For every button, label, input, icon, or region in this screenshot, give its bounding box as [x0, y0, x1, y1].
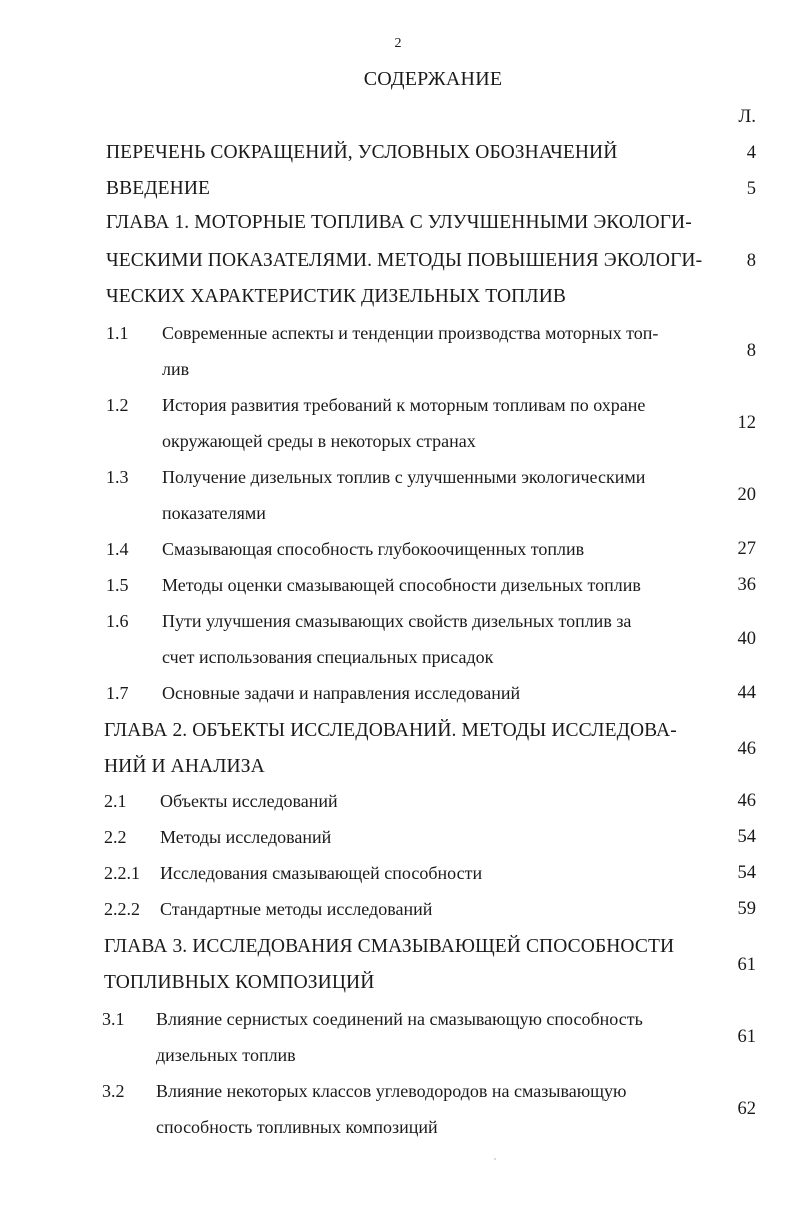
toc-entry-section-1-2[interactable] — [0, 394, 756, 454]
toc-entry-text: Стандартные методы исследований — [160, 899, 433, 919]
toc-entry-text: Исследования смазывающей способности — [160, 863, 483, 883]
toc-entry-number: 2.2 — [104, 827, 127, 847]
toc-entry-text: История развития требований к моторным топливам по охране — [162, 395, 646, 415]
toc-entry-introduction[interactable] — [0, 176, 756, 202]
toc-entry-text: Методы исследований — [160, 827, 332, 847]
toc-entry-page: 61 — [737, 1027, 756, 1047]
toc-entry-number: 2.1 — [104, 791, 127, 811]
toc-entry-text: ТОПЛИВНЫХ КОМПОЗИЦИЙ — [104, 972, 375, 993]
toc-entry-text: способность топливных композиций — [156, 1117, 438, 1137]
toc-entry-section-1-7[interactable] — [0, 682, 756, 708]
toc-entry-number: 1.2 — [106, 395, 129, 415]
toc-entry-text: Основные задачи и направления исследований — [162, 683, 521, 703]
toc-entry-page: 62 — [737, 1099, 756, 1119]
toc-entry-page: 44 — [737, 683, 756, 703]
toc-entry-page: 12 — [737, 413, 756, 433]
toc-entry-text: Смазывающая способность глубокоочищенных топлив — [162, 539, 585, 559]
toc-entry-page: 59 — [737, 899, 756, 919]
toc-entry-section-2-2-2[interactable] — [0, 898, 756, 924]
page-column-label: Л. — [738, 106, 756, 127]
toc-entry-page: 61 — [737, 955, 756, 975]
toc-entry-text: ГЛАВА 3. ИССЛЕДОВАНИЯ СМАЗЫВАЮЩЕЙ СПОСОБНОСТИ — [104, 936, 675, 957]
toc-entry-number: 1.4 — [106, 539, 129, 559]
toc-entry-text: лив — [162, 359, 190, 379]
toc-entry-number: 1.6 — [106, 611, 129, 631]
toc-entry-section-3-1[interactable] — [0, 1008, 756, 1068]
toc-entry-section-1-1[interactable] — [0, 322, 756, 382]
toc-entry-section-2-2-1[interactable] — [0, 862, 756, 888]
toc-entry-text: ГЛАВА 2. ОБЪЕКТЫ ИССЛЕДОВАНИЙ. МЕТОДЫ ИССЛЕДОВА- — [104, 720, 677, 741]
toc-entry-page: 36 — [737, 575, 756, 595]
toc-entry-text: дизельных топлив — [156, 1045, 296, 1065]
toc-entry-section-2-2[interactable] — [0, 826, 756, 852]
page-number: 2 — [394, 36, 402, 51]
toc-entry-page: 46 — [737, 739, 756, 759]
toc-entry-text: Объекты исследований — [160, 791, 338, 811]
toc-entry-text: Получение дизельных топлив с улучшенными экологическими — [162, 467, 646, 487]
toc-entry-text: Влияние некоторых классов углеводородов на смазывающую — [156, 1081, 627, 1101]
toc-entry-number: 3.1 — [102, 1009, 125, 1029]
toc-entry-text: окружающей среды в некоторых странах — [162, 431, 476, 451]
toc-entry-section-1-4[interactable] — [0, 538, 756, 564]
toc-entry-page: 40 — [737, 629, 756, 649]
toc-entry-page: 8 — [746, 341, 756, 361]
toc-entry-page: 8 — [746, 251, 756, 271]
toc-entry-page: 46 — [737, 791, 756, 811]
toc-entry-section-1-3[interactable] — [0, 466, 756, 526]
page-title: СОДЕРЖАНИЕ — [363, 68, 503, 90]
toc-entry-number: 1.3 — [106, 467, 129, 487]
toc-entry-chapter-1[interactable] — [0, 210, 756, 310]
toc-entry-section-1-5[interactable] — [0, 574, 756, 600]
scan-speck — [494, 1158, 496, 1160]
toc-entry-text: Влияние сернистых соединений на смазывающую способность — [156, 1009, 643, 1029]
toc-entry-page: 27 — [737, 539, 756, 559]
toc-entry-page: 20 — [737, 485, 756, 505]
toc-entry-number: 1.5 — [106, 575, 129, 595]
toc-entry-page: 5 — [746, 179, 756, 199]
toc-entry-section-2-1[interactable] — [0, 790, 756, 816]
toc-entry-text: показателями — [162, 503, 266, 523]
toc-entry-page: 54 — [737, 863, 756, 883]
toc-entry-chapter-2[interactable] — [0, 718, 756, 782]
toc-entry-text: Методы оценки смазывающей способности дизельных топлив — [162, 575, 641, 595]
toc-entry-text: ГЛАВА 1. МОТОРНЫЕ ТОПЛИВА С УЛУЧШЕННЫМИ ЭКОЛОГИ- — [106, 212, 692, 233]
toc-entry-text: Пути улучшения смазывающих свойств дизельных топлив за — [162, 611, 632, 631]
toc-entry-text: ПЕРЕЧЕНЬ СОКРАЩЕНИЙ, УСЛОВНЫХ ОБОЗНАЧЕНИЙ — [106, 142, 618, 163]
toc-entry-text: Современные аспекты и тенденции производства моторных топ- — [162, 323, 659, 343]
toc-entry-section-1-6[interactable] — [0, 610, 756, 670]
toc-entry-text: ЧЕСКИМИ ПОКАЗАТЕЛЯМИ. МЕТОДЫ ПОВЫШЕНИЯ ЭКОЛОГИ- — [106, 250, 703, 271]
toc-entry-text: ЧЕСКИХ ХАРАКТЕРИСТИК ДИЗЕЛЬНЫХ ТОПЛИВ — [106, 286, 566, 307]
toc-entry-text: ВВЕДЕНИЕ — [106, 178, 211, 199]
toc-entry-text: счет использования специальных присадок — [162, 647, 494, 667]
toc-entry-chapter-3[interactable] — [0, 934, 756, 998]
toc-entry-number: 3.2 — [102, 1081, 125, 1101]
toc-entry-text: НИЙ И АНАЛИЗА — [104, 756, 265, 777]
toc-entry-number: 1.1 — [106, 323, 129, 343]
toc-entry-page: 4 — [746, 143, 756, 163]
toc-entry-number: 2.2.2 — [104, 899, 140, 919]
toc-entry-number: 1.7 — [106, 683, 129, 703]
toc-entry-abbreviations[interactable] — [0, 140, 756, 166]
toc-entry-page: 54 — [737, 827, 756, 847]
toc-entry-number: 2.2.1 — [104, 863, 140, 883]
toc-entry-section-3-2[interactable] — [0, 1080, 756, 1140]
